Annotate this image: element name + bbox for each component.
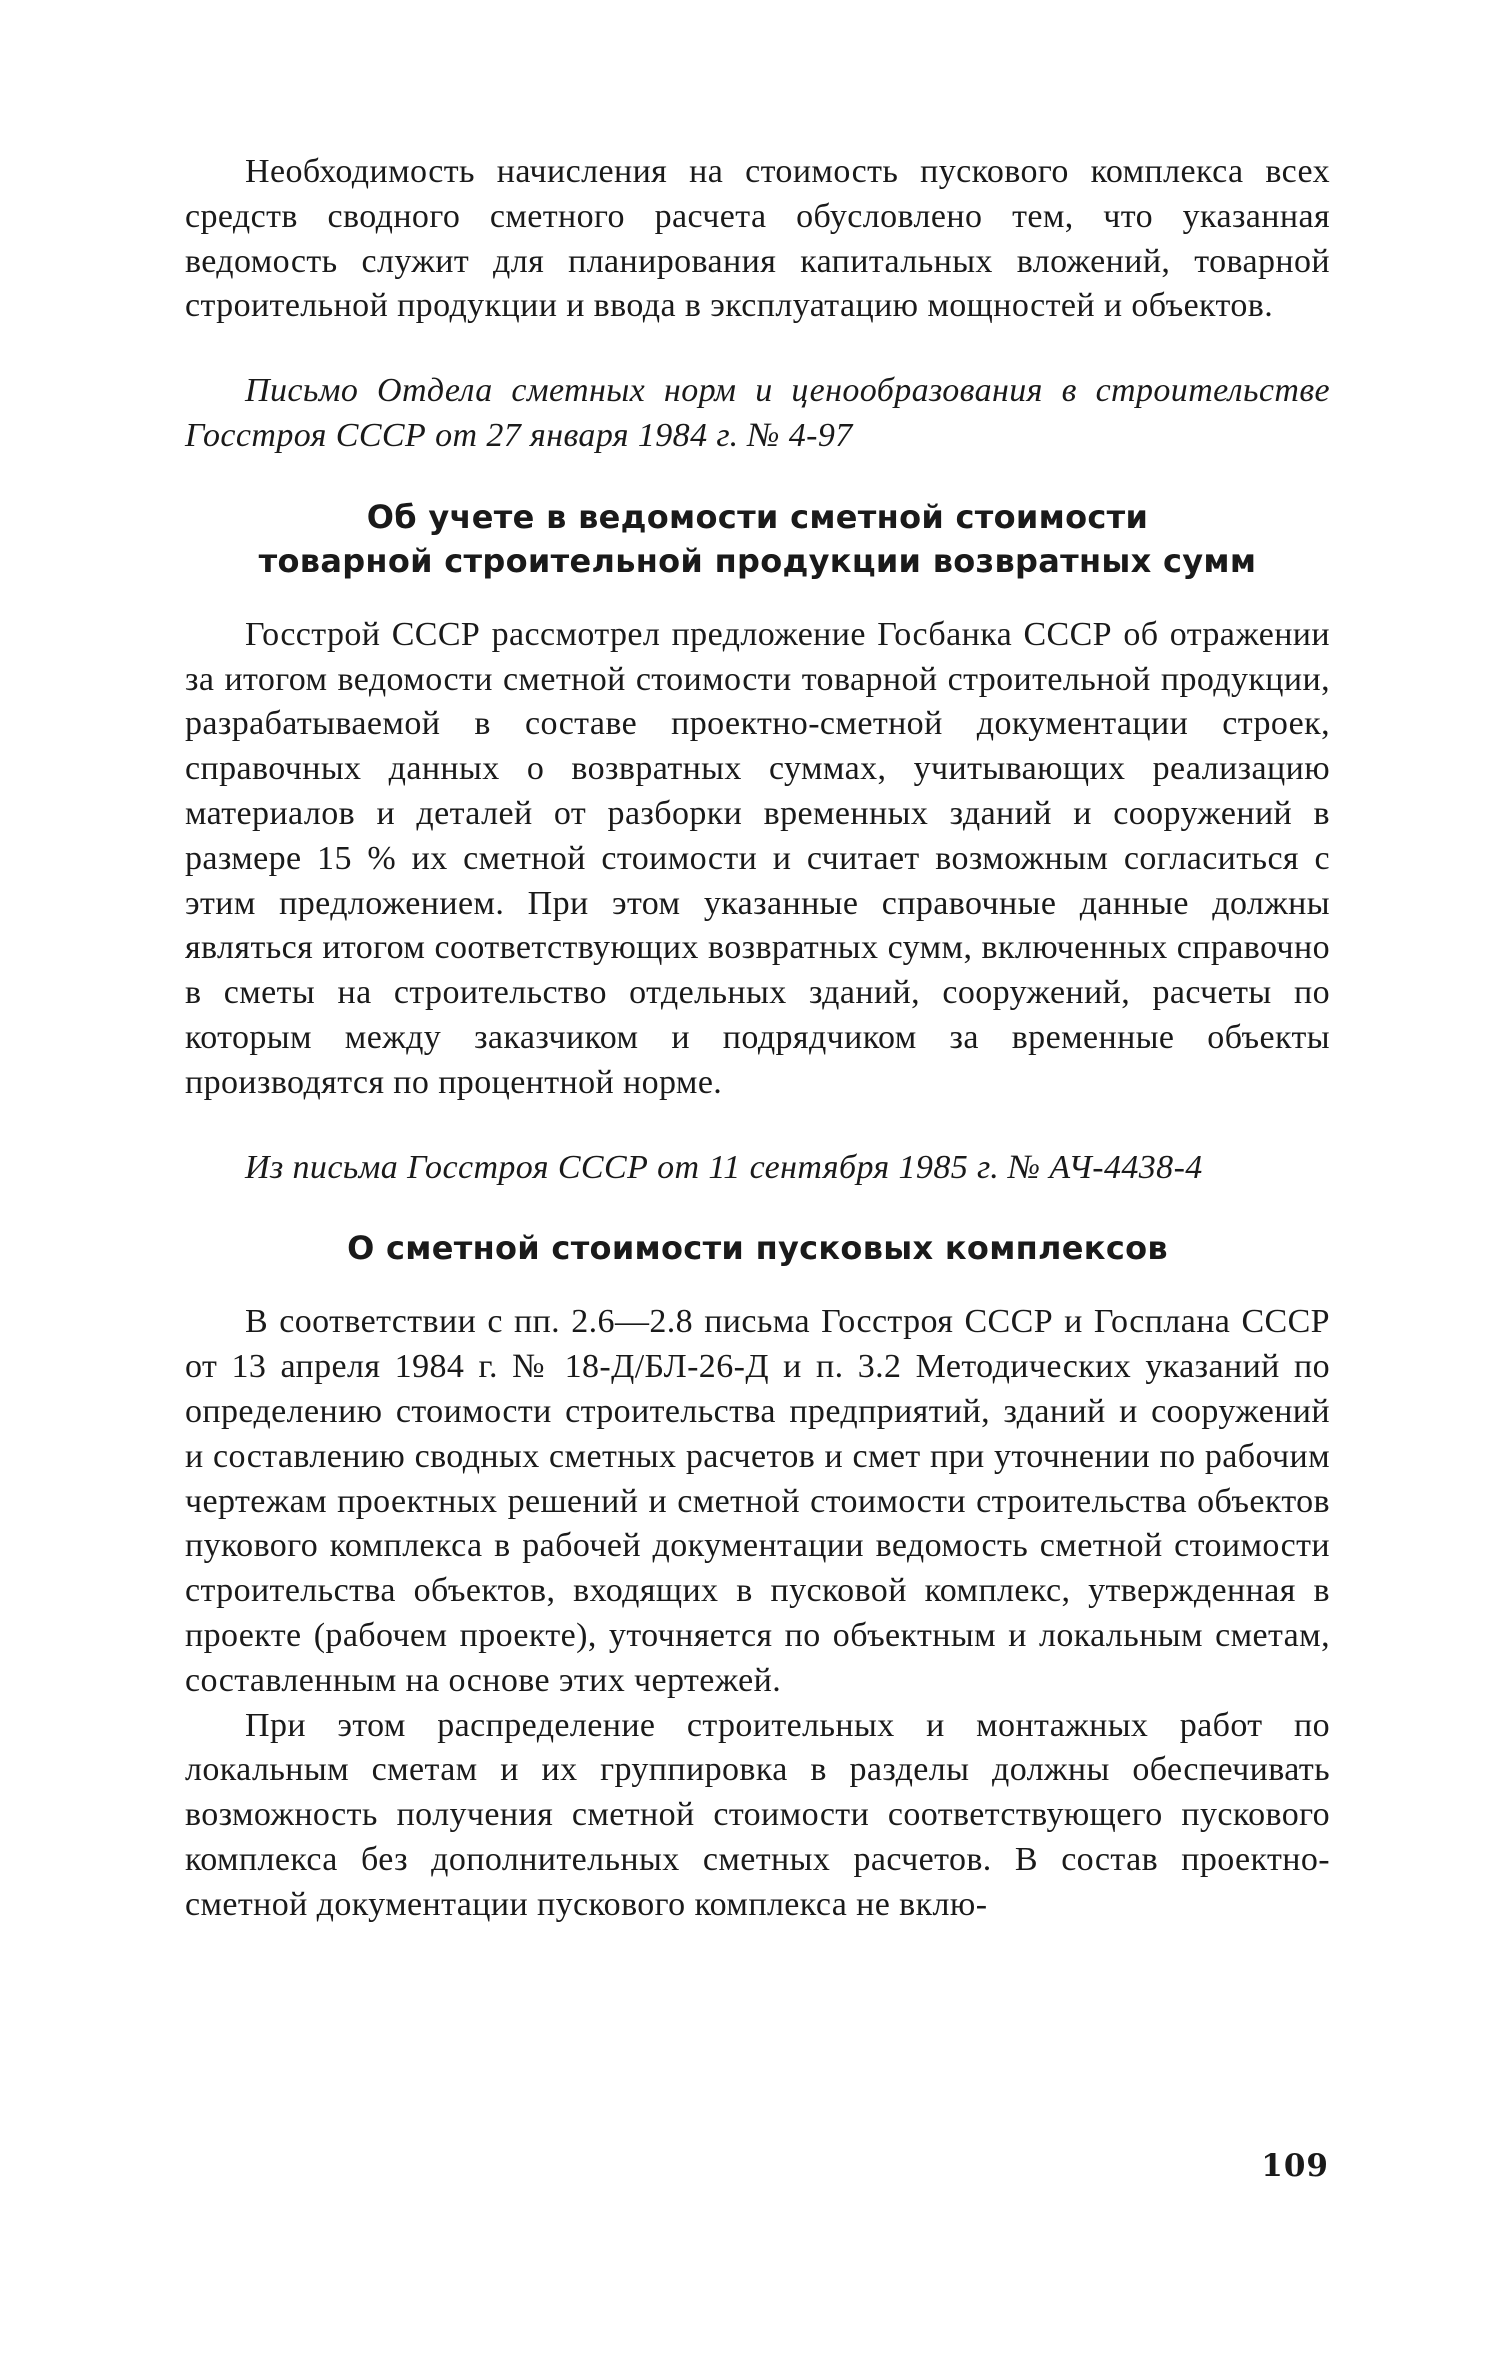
paragraph-capital-investment: Необходимость начисления на стоимость пускового комплекса всех средств сводного сметного расчета обусловлено тем, что указанная ведомость служит для планирования капитальных вложений, товарной строительной продукции и ввода в эксплуатацию мощностей и объектов. xyxy=(185,153,1330,325)
paragraph-methodology: В соответствии с пп. 2.6—2.8 письма Госстроя СССР и Госплана СССР от 13 апреля 1984 г. № 18-Д/БЛ-26-Д и п. 3.2 Методических указаний по определению стоимости строительства предприятий, зданий и сооружений и составлению сводных сметных расчетов и смет при уточнении по рабочим чертежам проектных решений и сметной стоимости строительства объектов пукового комплекса в рабочей документации ведомость сметной стоимости строительства объектов, входящих в пусковой комплекс, утвержденная в проекте (рабочем проекте), уточняется по объектным и локальным сметам, составленным на основе этих чертежей. xyxy=(185,1303,1330,1699)
page-content xyxy=(185,150,1330,1928)
section-heading-return-sums xyxy=(185,495,1330,583)
section-heading-launch-complexes: О сметной стоимости пусковых комплексов xyxy=(347,1229,1168,1268)
paragraph-distribution: При этом распределение строительных и монтажных работ по локальным сметам и их группировка в разделы должны обеспечивать возможность получения сметной стоимости соответствующего пускового комплекса без дополнительных сметных расчетов. В состав проектно-сметной документации пускового комплекса не вклю- xyxy=(185,1706,1330,1923)
source-citation-1985: Из письма Госстроя СССР от 11 сентября 1985 г. № АЧ-4438-4 xyxy=(245,1148,1203,1186)
heading-line-2: товарной строительной продукции возвратных сумм xyxy=(258,541,1257,580)
source-citation-1984: Письмо Отдела сметных норм и ценообразования в строительстве Госстроя СССР от 27 января 1984 г. № 4-97 xyxy=(185,372,1330,454)
page-number: 109 xyxy=(1261,2148,1329,2184)
paragraph-gosstroy-proposal: Госстрой СССР рассмотрел предложение Госбанка СССР об отражении за итогом ведомости сметной стоимости товарной строительной продукции, разрабатываемой в составе проектно-сметной документации строек, справочных данных о возвратных суммах, учитывающих реализацию материалов и деталей от разборки временных зданий и сооружений в размере 15 % их сметной стоимости и считает возможным согласиться с этим предложением. При этом указанные справочные данные должны являться итогом соответствующих возвратных сумм, включенных справочно в сметы на строительство отдельных зданий, сооружений, расчеты по которым между заказчиком и подрядчиком за временные объекты производятся по процентной норме. xyxy=(185,615,1330,1101)
heading-line-1: Об учете в ведомости сметной стоимости xyxy=(366,497,1149,536)
